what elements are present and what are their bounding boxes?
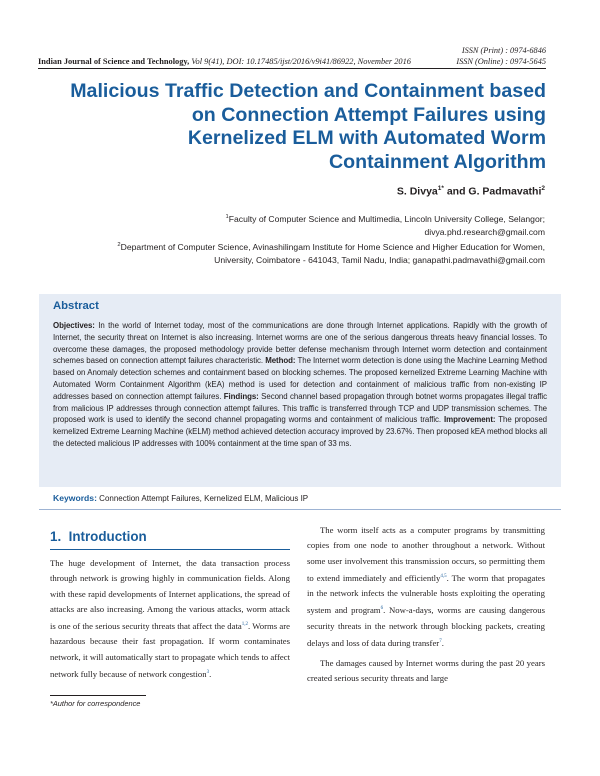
header-divider [38,68,546,69]
findings-label: Findings: [223,391,259,401]
keywords-label: Keywords: [53,493,97,503]
citation-link[interactable]: 1,2 [241,622,248,628]
affiliation-2-line-1: Department of Computer Science, Avinashilingam Institute for Home Science and Higher Education for Women, [120,241,545,252]
affiliation-2 [117,239,545,267]
author-joiner: and [443,185,469,198]
method-text: The Internet worm detection is done using the Machine Learning Method based on Anomaly detection schemes and containment based on blocking schemes. The proposed kernelized Extreme Learning Machine with Automated Worm Containment Algorithm (kEA) method is used for detection and containment of malicious traffic from non-existing IP addresses based on connection attempt failures. [53,356,547,401]
abstract-box [39,294,561,487]
title-line-3: Kernelized ELM with Automated Worm [187,127,546,149]
abstract-heading: Abstract [53,300,99,312]
author-1: S. Divya [396,185,438,198]
keywords-text: Connection Attempt Failures, Kernelized ELM, Malicious IP [96,494,309,503]
paragraph-text: . The worm that propagates in the network infects the vulnerable hosts exploiting the operating system and program [307,572,545,616]
keywords-divider [39,509,561,510]
footnote-divider [50,695,146,696]
paragraph: The damages caused by Internet worms during the past 20 years created serious security threats and large [307,658,545,684]
paragraph [307,523,545,651]
title-line-2: on Connection Attempt Failures using [191,103,546,126]
affiliation-2-line-2: University, Coimbatore - 641043, Tamil Nadu, India; ganapathi.padmavathi@gmail.com [214,254,545,265]
citation-link[interactable]: 6 [380,606,384,612]
paragraph-text: . [441,637,444,648]
objectives-text: In the world of Internet today, most of the communications are done through Internet applications. Rapidly with the growth of Internet, the security threat on Internet is also increasing. Internet worms are one of the serious dangerous threats heavy financial losses. To overcome these damages, the proposed methodology provide better defense mechanism through Internet worm detection and containment schemes based on connection attempt failures characteristic. [53,321,547,366]
section-heading-introduction: 1. Introduction [50,529,147,544]
abstract-text [53,320,547,450]
issn-print: ISSN (Print) : 0974-6846 [461,46,546,55]
author-2: G. Padmavathi [468,185,542,198]
paragraph-text: The huge development of Internet, the data transaction process through network is growing highly in communication fields. Along with these rapid developments of Internet applications, the spread of attacks are also increasing. Among the various attacks, worm attack is one of the serious security threats that affect the data [50,558,290,632]
affiliation-1-line-1: Faculty of Computer Science and Multimedia, Lincoln University College, Selangor; [228,213,545,224]
body-column-left [50,556,290,682]
title-line-1: Malicious Traffic Detection and Containment based [70,80,546,102]
affiliation-2-sup: 2 [117,242,121,248]
paragraph-text: . Worms are hazardous because their fast propagation. If worm contaminates network, it will automatically start to propagate which tends to affect network fully because of network congestion [50,621,290,679]
author-1-sup: 1* [437,185,444,192]
affiliation-1-line-2: divya.phd.research@gmail.com [424,226,545,237]
issn-online: ISSN (Online) : 0974-5645 [456,56,546,66]
paragraph-text: . Now-a-days, worms are causing dangerous security threats in the network through blocking packets, creating delays and loss of data during transfer [307,605,545,648]
author-list [397,185,545,198]
improvement-label: Improvement: [444,415,496,425]
findings-text: Second channel based propagation through botnet worms propagates illegal traffic from malicious IP addresses through connection attempt failures. This traffic is transferred through TCP and UDP transmission schemes. The proposed work is used to identify the second channel propagating worms and containment of malicious traffic. [53,391,547,425]
journal-name: Indian Journal of Science and Technology, [38,57,190,66]
body-column-right [307,523,545,687]
paragraph-text: . [209,668,212,679]
method-label: Method: [265,356,296,366]
paragraph [50,556,290,682]
keywords [53,493,308,503]
section-divider [50,549,290,550]
affiliation-1 [226,211,545,239]
affiliation-1-sup: 1 [225,214,229,220]
journal-citation [38,57,411,66]
footnote-correspondence: *Author for correspondence [50,699,141,708]
title-line-4: Containment Algorithm [329,150,546,173]
objectives-label: Objectives: [53,321,95,330]
journal-details: Vol 9(41), DOI: 10.17485/ijst/2016/v9i41/86922, November 2016 [191,57,411,66]
issn-block [456,46,546,67]
improvement-text: The proposed kernelized Extreme Learning Machine (kELM) method achieved detection accuracy improved by 23.67%. Then proposed kEA method blocks all the detected malicious IP addresses with 100% containment at the time span of 33 ms. [53,415,548,448]
citation-link[interactable]: 3 [206,669,210,675]
paper-title [40,80,546,174]
citation-link[interactable]: 4,5 [440,573,447,579]
citation-link[interactable]: 7 [439,638,442,644]
author-2-sup: 2 [541,185,545,192]
paragraph-text: The worm itself acts as a computer programs by transmitting copies from one node to another throughout a network. Without some user involvement this transmission occurs, so permitting them to extend immediately and efficiently [307,525,545,583]
